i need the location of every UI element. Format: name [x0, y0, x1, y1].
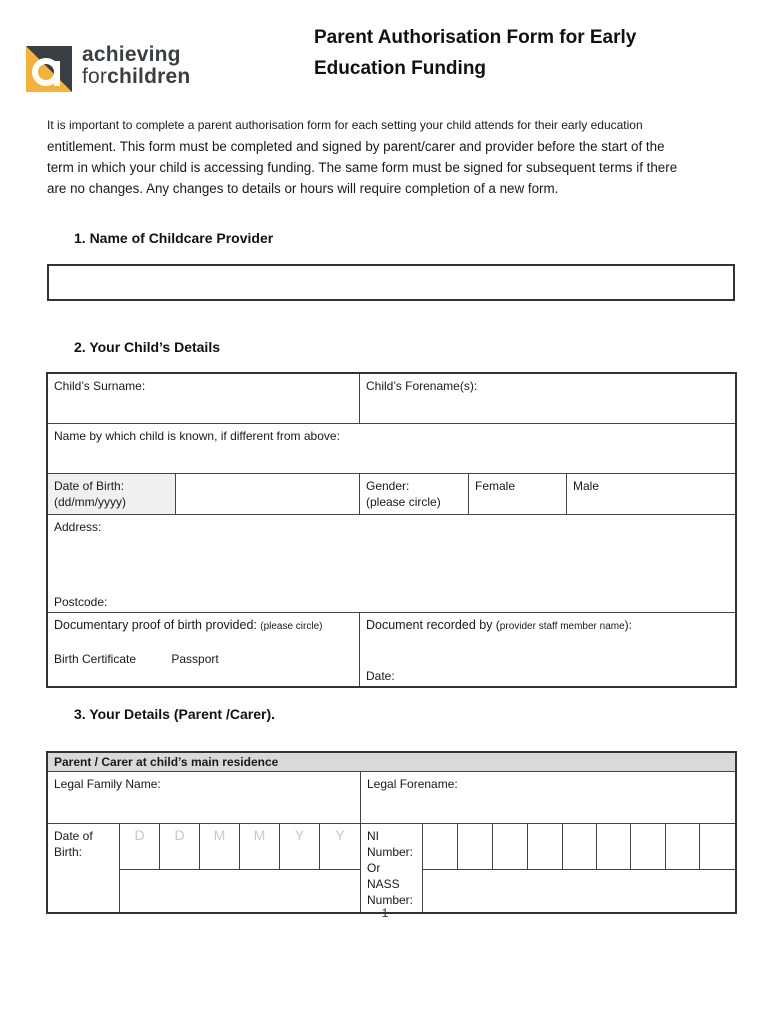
proof-passport-option[interactable]: Passport: [171, 652, 219, 666]
recorded-date-label: Date:: [366, 669, 395, 683]
logo-line1: achieving: [82, 43, 181, 66]
ni-label-line2: Number:: [367, 845, 414, 859]
intro-line4: are no changes. Any changes to details or hours will require completion of a new form.: [47, 181, 559, 196]
gender-label-cell: [360, 474, 469, 515]
postcode-label: Postcode:: [54, 595, 108, 609]
proof-hint: (please circle): [260, 621, 323, 632]
child-surname-cell[interactable]: [48, 374, 360, 424]
parent-dob-digit[interactable]: M: [200, 824, 240, 870]
known-as-label: Name by which child is known, if different from above:: [54, 429, 340, 443]
recorded-hint-close: ):: [624, 618, 633, 632]
afc-logo-icon: [26, 46, 72, 92]
address-label: Address:: [54, 520, 102, 534]
parent-dob-digit[interactable]: D: [120, 824, 160, 870]
proof-label: Documentary proof of birth provided:: [54, 618, 257, 632]
dob-label: Date of Birth:: [54, 479, 125, 493]
intro-paragraph: [47, 115, 737, 199]
parent-details-table: [47, 752, 736, 913]
recorded-by-label: Document recorded by: [366, 618, 493, 632]
dob-label-cell: [48, 474, 176, 515]
parent-dob-digit[interactable]: Y: [320, 824, 361, 870]
intro-line3: term in which your child is accessing funding. The same form must be signed for subsequent terms if there: [47, 160, 678, 175]
title-line1: Parent Authorisation Form for Early: [314, 27, 637, 48]
ni-number-box[interactable]: [597, 824, 631, 870]
achieving-for-children-logo: [26, 44, 226, 94]
gender-male-label: Male: [573, 479, 600, 493]
intro-line1: It is important to complete a parent authorisation form for each setting your child attends for their early education: [47, 118, 643, 132]
logo-wordmark: [82, 44, 190, 88]
parent-dob-digit[interactable]: D: [160, 824, 200, 870]
child-forename-label: Child’s Forename(s):: [366, 379, 478, 393]
intro-line2: entitlement. This form must be completed and signed by parent/carer and provider before the start of the: [47, 139, 665, 154]
child-dob-field[interactable]: [176, 474, 360, 515]
legal-family-name-label: Legal Family Name:: [54, 777, 161, 791]
child-details-table: [47, 373, 736, 687]
section3-heading: 3. Your Details (Parent /Carer).: [74, 706, 275, 722]
gender-hint: (please circle): [366, 495, 441, 509]
parent-dob-digit[interactable]: M: [240, 824, 280, 870]
gender-label: Gender:: [366, 479, 410, 493]
parent-dob-label-line1: Date of: [54, 829, 93, 843]
known-as-cell[interactable]: [48, 424, 736, 474]
ni-number-box[interactable]: [423, 824, 458, 870]
ni-number-box[interactable]: [666, 824, 700, 870]
legal-forename-label: Legal Forename:: [367, 777, 458, 791]
ni-number-box[interactable]: [528, 824, 563, 870]
section2-heading: 2. Your Child’s Details: [74, 339, 221, 355]
gender-male-option[interactable]: [567, 474, 736, 515]
document-recorded-cell[interactable]: [360, 613, 736, 687]
legal-forename-cell[interactable]: [361, 772, 736, 824]
ni-number-box[interactable]: [458, 824, 493, 870]
gender-female-label: Female: [475, 479, 516, 493]
dob-format: (dd/mm/yyyy): [54, 495, 126, 509]
ni-label-line1: NI: [367, 829, 379, 843]
legal-family-name-cell[interactable]: [48, 772, 361, 824]
proof-of-birth-cell: [48, 613, 360, 687]
logo-for: for: [82, 65, 108, 88]
parent-dob-label-line2: Birth:: [54, 845, 83, 859]
child-forename-cell[interactable]: [360, 374, 736, 424]
ni-number-box[interactable]: [631, 824, 666, 870]
title-line2: Education Funding: [314, 58, 487, 79]
recorded-hint-open: (: [495, 618, 500, 632]
proof-birth-certificate-option[interactable]: Birth Certificate: [54, 652, 137, 666]
recorded-hint: provider staff member name: [499, 621, 625, 632]
parent-dob-label-cell: [48, 824, 120, 913]
provider-name-field[interactable]: [47, 264, 735, 301]
section1-heading: 1. Name of Childcare Provider: [74, 230, 274, 246]
page-number: 1: [381, 906, 389, 920]
ni-label-line4: Number:: [367, 893, 414, 907]
ni-number-label-cell: [361, 824, 423, 913]
address-cell[interactable]: [48, 515, 736, 613]
parent-dob-digit[interactable]: Y: [280, 824, 320, 870]
form-title: [314, 22, 734, 84]
ni-number-box[interactable]: [700, 824, 736, 870]
parent-subheader: Parent / Carer at child’s main residence: [48, 753, 736, 772]
ni-number-box[interactable]: [493, 824, 528, 870]
child-surname-label: Child’s Surname:: [54, 379, 146, 393]
ni-number-box[interactable]: [563, 824, 597, 870]
logo-children: children: [107, 65, 191, 88]
gender-female-option[interactable]: [469, 474, 567, 515]
ni-label-line3: Or NASS: [367, 861, 400, 891]
